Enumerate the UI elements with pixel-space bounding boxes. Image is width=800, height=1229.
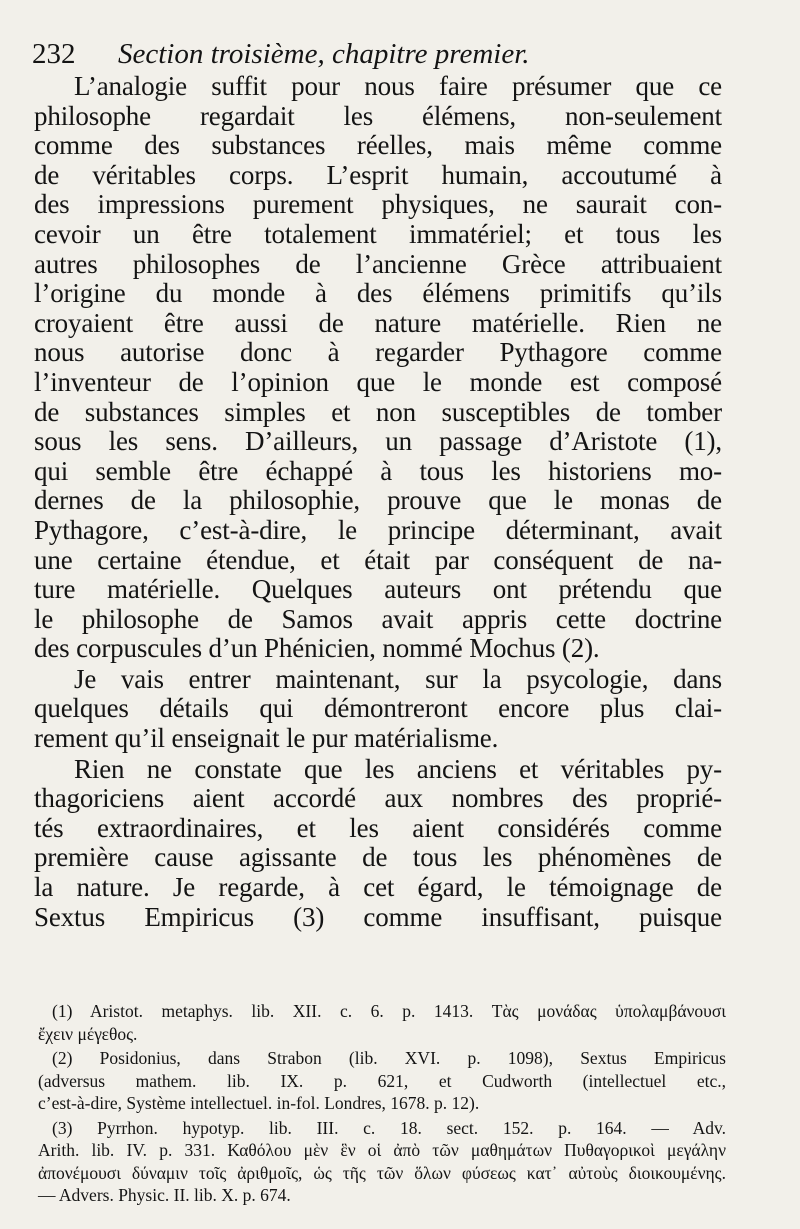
- text-line: Je vais entrer maintenant, sur la psycologie, dans: [74, 663, 722, 694]
- text-line: des impressions purement physiques, ne saurait con-: [34, 189, 722, 220]
- text-line: une certaine étendue, et était par conséquent de na-: [34, 544, 722, 575]
- footnote-line: (adversus mathem. lib. IX. p. 621, et Cudworth (intellectuel etc.,: [38, 1070, 726, 1091]
- footnote-line: (1) Aristot. metaphys. lib. XII. c. 6. p. 1413. Τὰς μονάδας ὑπολαμβάνουσι: [52, 1001, 726, 1021]
- text-line: des corpuscules d’un Phénicien, nommé Mochus (2).: [34, 633, 600, 664]
- text-line: Rien ne constate que les anciens et véritables py-: [74, 753, 722, 784]
- text-line: qui semble être échappé à tous les historiens mo-: [34, 455, 722, 486]
- text-line: quelques détails qui démontreront encore plus clai-: [34, 693, 722, 724]
- text-line: tés extraordinaires, et les aient considérés comme: [34, 812, 722, 843]
- footnote-line: c’est-à-dire, Système intellectuel. in-fol. Londres, 1678. p. 12).: [38, 1093, 480, 1113]
- footnote-line: Arith. lib. IV. p. 331. Καθόλου μὲν ἓν οἱ ἀπὸ τῶν μαθημάτων Πυθαγορικοὶ μεγάλην: [38, 1140, 726, 1160]
- text-line: le philosophe de Samos avait appris cette doctrine: [34, 603, 722, 634]
- text-line: croyaient être aussi de nature matérielle. Rien ne: [34, 307, 722, 338]
- text-line: de véritables corps. L’esprit humain, accoutumé à: [34, 159, 722, 190]
- text-line: Sextus Empiricus (3) comme insuffisant, puisque: [34, 901, 722, 932]
- footnote-line: — Advers. Physic. II. lib. X. p. 674.: [38, 1185, 291, 1205]
- text-line: l’origine du monde à des élémens primitifs qu’ils: [34, 278, 722, 309]
- text-line: de substances simples et non susceptibles de tomber: [34, 396, 722, 427]
- running-title: Section troisième, chapitre premier.: [118, 38, 530, 70]
- footnotes: [38, 1000, 726, 1207]
- text-line: sous les sens. D’ailleurs, un passage d’Aristote (1),: [34, 426, 722, 457]
- text-line: rement qu’il enseignait le pur matérialisme.: [34, 723, 499, 754]
- footnote-line: ἔχειν μέγεθος.: [38, 1023, 138, 1044]
- text-line: cevoir un être totalement immatériel; et tous les: [34, 218, 722, 249]
- text-line: dernes de la philosophie, prouve que le monas de: [34, 485, 722, 516]
- text-line: première cause agissante de tous les phénomènes de: [34, 842, 722, 873]
- footnote-line: (3) Pyrrhon. hypotyp. lib. III. c. 18. sect. 152. p. 164. — Adv.: [52, 1117, 726, 1138]
- running-head: [32, 34, 732, 74]
- main-text: [34, 72, 722, 932]
- text-line: philosophe regardait les élémens, non-seulement: [34, 100, 722, 131]
- text-line: L’analogie suffit pour nous faire présumer que ce: [74, 71, 722, 101]
- footnote-line: ἀπονέμουσι δύναμιν τοῖς ἀριθμοῖς, ὡς τῆς τῶν ὅλων φύσεως κατ᾽ αὐτοὺς διοικουμένης.: [38, 1162, 726, 1183]
- text-line: la nature. Je regarde, à cet égard, le témoignage de: [34, 872, 722, 903]
- text-line: ture matérielle. Quelques auteurs ont prétendu que: [34, 574, 722, 605]
- text-line: autres philosophes de l’ancienne Grèce attribuaient: [34, 248, 722, 279]
- text-line: comme des substances réelles, mais même comme: [34, 130, 722, 161]
- footnote-line: (2) Posidonius, dans Strabon (lib. XVI. p. 1098), Sextus Empiricus: [52, 1048, 726, 1068]
- text-line: thagoriciens aient accordé aux nombres des proprié-: [34, 783, 722, 814]
- text-line: nous autorise donc à regarder Pythagore comme: [34, 337, 722, 368]
- page-number: 232: [32, 38, 76, 70]
- text-line: Pythagore, c’est-à-dire, le principe déterminant, avait: [34, 514, 722, 545]
- text-line: l’inventeur de l’opinion que le monde est composé: [34, 366, 722, 397]
